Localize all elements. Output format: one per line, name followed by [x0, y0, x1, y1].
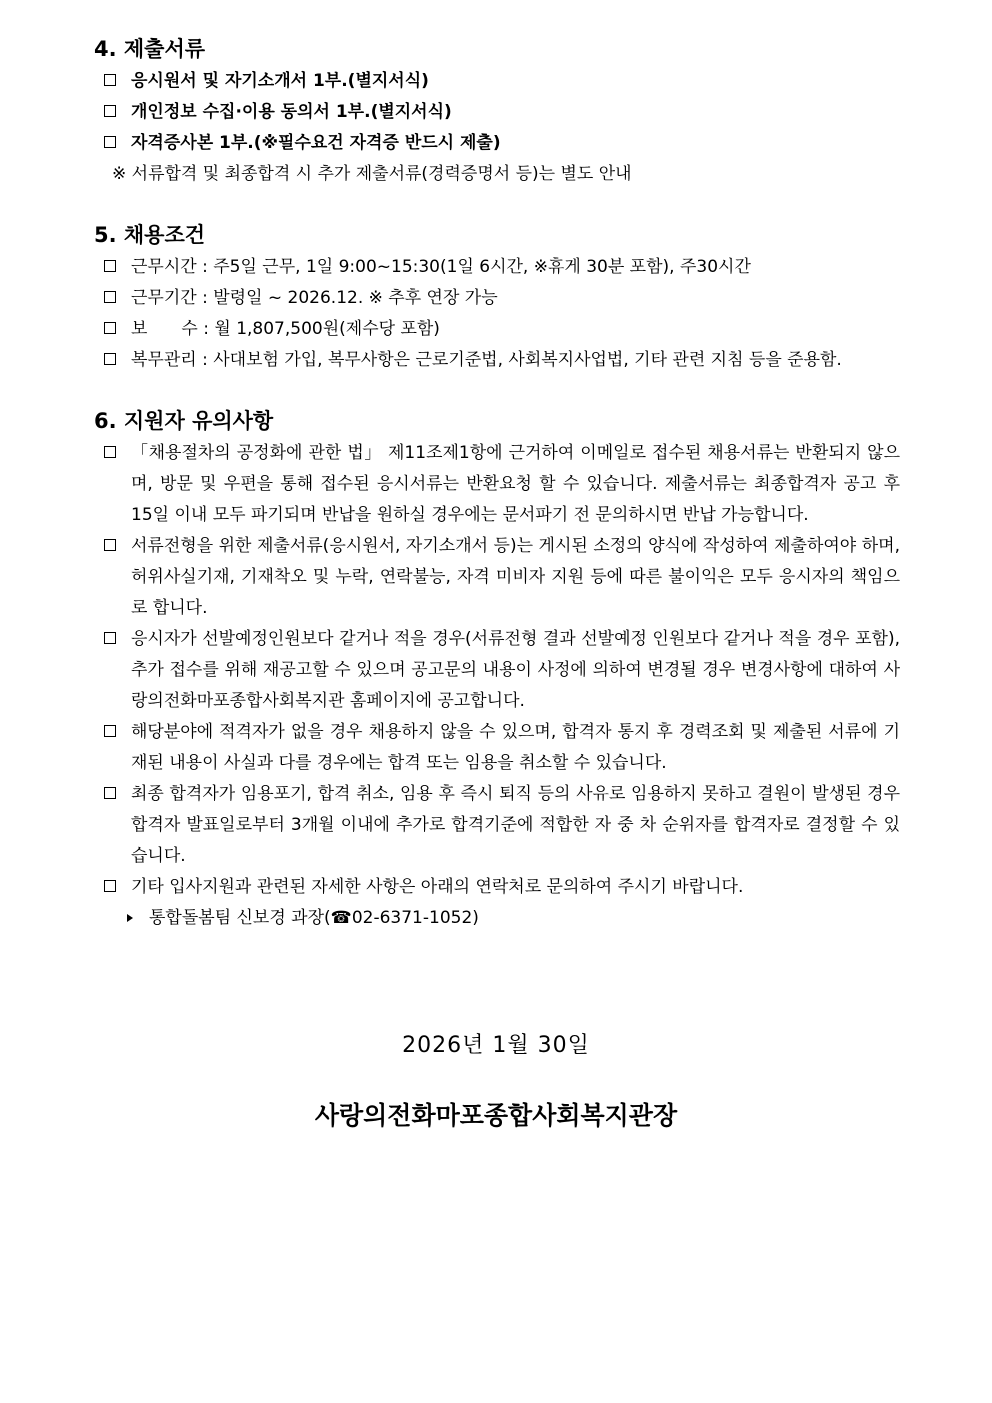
section-conditions	[94, 218, 900, 376]
checkbox-square-icon	[104, 74, 116, 86]
list-item: 복무관리 : 사대보험 가입, 복무사항은 근로기준법, 사회복지사업법, 기타 관련 지침 등을 준용함.	[94, 345, 900, 376]
list-item: 근무시간 : 주5일 근무, 1일 9:00~15:30(1일 6시간, ※휴게 30분 포함), 주30시간	[94, 252, 900, 283]
contact-line: 통합돌봄팀 신보경 과장(☎02-6371-1052)	[94, 903, 900, 934]
section-documents	[94, 32, 900, 190]
checkbox-square-icon	[104, 136, 116, 148]
documents-note: ※ 서류합격 및 최종합격 시 추가 제출서류(경력증명서 등)는 별도 안내	[112, 164, 632, 184]
announcement-date: 2026년 1월 30일	[402, 1033, 590, 1058]
checkbox-square-icon	[104, 632, 116, 644]
checkbox-square-icon	[104, 880, 116, 892]
checkbox-square-icon	[104, 446, 116, 458]
section-title-documents: 4. 제출서류	[94, 37, 206, 61]
section-title-conditions: 5. 채용조건	[94, 223, 206, 247]
triangle-bullet-icon	[127, 914, 133, 922]
list-item: 기타 입사지원과 관련된 자세한 사항은 아래의 연락처로 문의하여 주시기 바랍니다.	[94, 872, 900, 903]
list-item: 응시자가 선발예정인원보다 같거나 적을 경우(서류전형 결과 선발예정 인원보다 같거나 적을 경우 포함), 추가 접수를 위해 재공고할 수 있으며 공고문의 내용이 사정에 의하여 변경될 경우 변경사항에 대하여 사랑의전화마포종합사회복지관 홈페이지에 공고합니다.	[94, 624, 900, 717]
list-item: 응시원서 및 자기소개서 1부.(별지서식)	[94, 66, 900, 97]
checkbox-square-icon	[104, 539, 116, 551]
checkbox-square-icon	[104, 322, 116, 334]
checkbox-square-icon	[104, 105, 116, 117]
checkbox-square-icon	[104, 353, 116, 365]
checkbox-square-icon	[104, 291, 116, 303]
list-item: 개인정보 수집·이용 동의서 1부.(별지서식)	[94, 97, 900, 128]
list-item: 해당분야에 적격자가 없을 경우 채용하지 않을 수 있으며, 합격자 통지 후 경력조회 및 제출된 서류에 기재된 내용이 사실과 다를 경우에는 합격 또는 임용을 취소할 수 있습니다.	[94, 717, 900, 779]
list-item: 자격증사본 1부.(※필수요건 자격증 반드시 제출)	[94, 128, 900, 159]
checkbox-square-icon	[104, 725, 116, 737]
list-item: 최종 합격자가 임용포기, 합격 취소, 임용 후 즉시 퇴직 등의 사유로 임용하지 못하고 결원이 발생된 경우 합격자 발표일로부터 3개월 이내에 추가로 합격기준에 적합한 자 중 차 순위자를 합격자로 결정할 수 있습니다.	[94, 779, 900, 872]
section-title-applicant-notes: 6. 지원자 유의사항	[94, 409, 274, 433]
document-body	[94, 32, 900, 962]
list-item: 보 수 : 월 1,807,500원(제수당 포함)	[94, 314, 900, 345]
signer-name: 사랑의전화마포종합사회복지관장	[314, 1101, 678, 1130]
section-applicant-notes	[94, 404, 900, 934]
checkbox-square-icon	[104, 787, 116, 799]
checkbox-square-icon	[104, 260, 116, 272]
list-item: 「채용절차의 공정화에 관한 법」 제11조제1항에 근거하여 이메일로 접수된 채용서류는 반환되지 않으며, 방문 및 우편을 통해 접수된 응시서류는 반환요청 할 수 있습니다. 제출서류는 최종합격자 공고 후 15일 이내 모두 파기되며 반납을 원하실 경우에는 문서파기 전 문의하시면 반납 가능합니다.	[94, 438, 900, 531]
list-item: 근무기간 : 발령일 ~ 2026.12. ※ 추후 연장 가능	[94, 283, 900, 314]
list-item: 서류전형을 위한 제출서류(응시원서, 자기소개서 등)는 게시된 소정의 양식에 작성하여 제출하여야 하며, 허위사실기재, 기재착오 및 누락, 연락불능, 자격 미비자 지원 등에 따른 불이익은 모두 응시자의 책임으로 합니다.	[94, 531, 900, 624]
